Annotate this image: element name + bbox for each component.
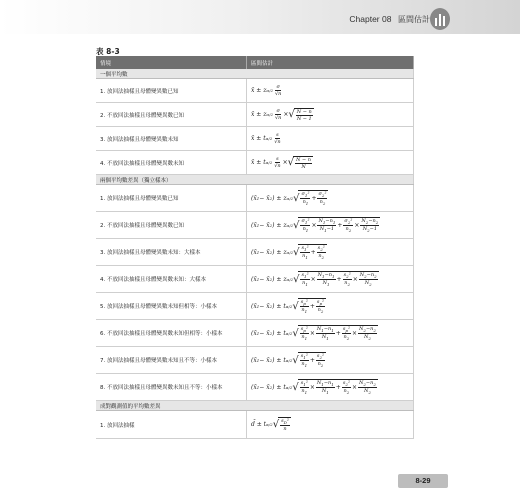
group-title: 兩個平均數差異（獨立樣本）	[96, 175, 414, 185]
formula-cell: (x̄ 1 − x̄ 2 ) ± t α/2 √ $\frac{s_1^2}{n_1}$ + $\frac{s_2^2}{n_2}$	[247, 347, 414, 374]
table-row	[96, 266, 414, 293]
condition-cell: 8. 不放回法抽樣且母體變異數未知且不等：小樣本	[96, 374, 247, 401]
condition-cell: 4. 不放回法抽樣且母體變異數未知	[96, 151, 247, 175]
table-row	[96, 185, 414, 212]
formula-cell: (x̄ 1 − x̄ 2 ) ± z α/2 √ $\frac{s_1^2}{n_1}$ + $\frac{s_2^2}{n_2}$	[247, 239, 414, 266]
table-row	[96, 151, 414, 175]
formula-cell: x̄ ± t α/2 $\frac{s}{√n}$	[247, 127, 414, 151]
group-title: 成對觀測值的平均數差異	[96, 401, 414, 411]
group-row	[96, 175, 414, 185]
formula-cell: (x̄ 1 − x̄ 2 ) ± t α/2 √ $\frac{s_p^2}{n_1}$ × $\frac{N_1-n_1}{N_1}$ + $\frac{s_p^2}{n_2}$ × $\frac{N_2-n_2}{N_2}$	[247, 320, 414, 347]
condition-cell: 1. 放回法抽樣	[96, 411, 247, 439]
formula-cell: (x̄ 1 − x̄ 2 ) ± z α/2 √ $\frac{\sigma_1^2}{n_1}$ × $\frac{N_1-n_1}{N_1-1}$ + $\frac{\sigma_2^2}{n_2}$ × $\frac{N_2-n_2}{N_2-1}$	[247, 212, 414, 239]
condition-cell: 7. 放回法抽樣且母體變異數未知且不等：小樣本	[96, 347, 247, 374]
condition-cell: 6. 不放回法抽樣且母體變異數未知但相等：小樣本	[96, 320, 247, 347]
formula-cell: x̄ ± z α/2 $\frac{\sigma}{√n}$	[247, 79, 414, 103]
formula-cell: (x̄ 1 − x̄ 2 ) ± z α/2 √ $\frac{\sigma_1^2}{n_1}$ + $\frac{\sigma_2^2}{n_2}$	[247, 185, 414, 212]
table-row	[96, 347, 414, 374]
group-row	[96, 69, 414, 79]
table-row	[96, 320, 414, 347]
table-row	[96, 79, 414, 103]
group-row	[96, 401, 414, 411]
column-header-condition: 情境	[96, 56, 247, 69]
formula-cell: (x̄ 1 − x̄ 2 ) ± t α/2 √ $\frac{s_p^2}{n_1}$ + $\frac{s_p^2}{n_2}$	[247, 293, 414, 320]
formula-cell: x̄ ± z α/2 $\frac{\sigma}{√n}$ × √ $\frac{N - n}{N - 1}$	[247, 103, 414, 127]
table-row	[96, 127, 414, 151]
table-row	[96, 293, 414, 320]
condition-cell: 5. 放回法抽樣且母體變異數未知但相等：小樣本	[96, 293, 247, 320]
table-label: 表 8-3	[96, 47, 120, 56]
formula-cell: (x̄ 1 − x̄ 2 ) ± t α/2 √ $\frac{s_1^2}{n_1}$ × $\frac{N_1-n_1}{N_1}$ + $\frac{s_2^2}{n_2}$ × $\frac{N_2-n_2}{N_2}$	[247, 374, 414, 401]
condition-cell: 1. 放回法抽樣且母體變異數已知	[96, 185, 247, 212]
chapter-logo-icon	[430, 8, 450, 30]
condition-cell: 1. 放回法抽樣且母體變異數已知	[96, 79, 247, 103]
table-row	[96, 374, 414, 401]
chapter-number: Chapter 08	[349, 14, 392, 24]
table-row	[96, 411, 414, 439]
condition-cell: 2. 不放回法抽樣且母體變異數已知	[96, 103, 247, 127]
page-number: 8-29	[398, 474, 448, 488]
interval-estimation-table	[96, 56, 414, 439]
table-row	[96, 103, 414, 127]
table-header-row	[96, 56, 414, 69]
condition-cell: 2. 不放回法抽樣且母體變異數已知	[96, 212, 247, 239]
formula-cell: x̄ ± t α/2 $\frac{s}{√n}$ × √ $\frac{N - n}{N}$	[247, 151, 414, 175]
condition-cell: 3. 放回法抽樣且母體變異數未知：大樣本	[96, 239, 247, 266]
chapter-header	[349, 14, 430, 25]
formula-cell: d̄ ± t α/2 √ $\frac{s_D^2}{n}$	[247, 411, 414, 439]
table-row	[96, 239, 414, 266]
condition-cell: 3. 放回法抽樣且母體變異數未知	[96, 127, 247, 151]
chapter-title: 區間估計	[398, 15, 430, 24]
column-header-interval: 區間估計	[247, 56, 414, 69]
group-title: 一個平均數	[96, 69, 414, 79]
condition-cell: 4. 不放回法抽樣且母體變異數未知：大樣本	[96, 266, 247, 293]
formula-cell: (x̄ 1 − x̄ 2 ) ± z α/2 √ $\frac{s_1^2}{n_1}$ × $\frac{N_1-n_1}{N_1}$ + $\frac{s_2^2}{n_2}$ × $\frac{N_2-n_2}{N_2}$	[247, 266, 414, 293]
table-row	[96, 212, 414, 239]
